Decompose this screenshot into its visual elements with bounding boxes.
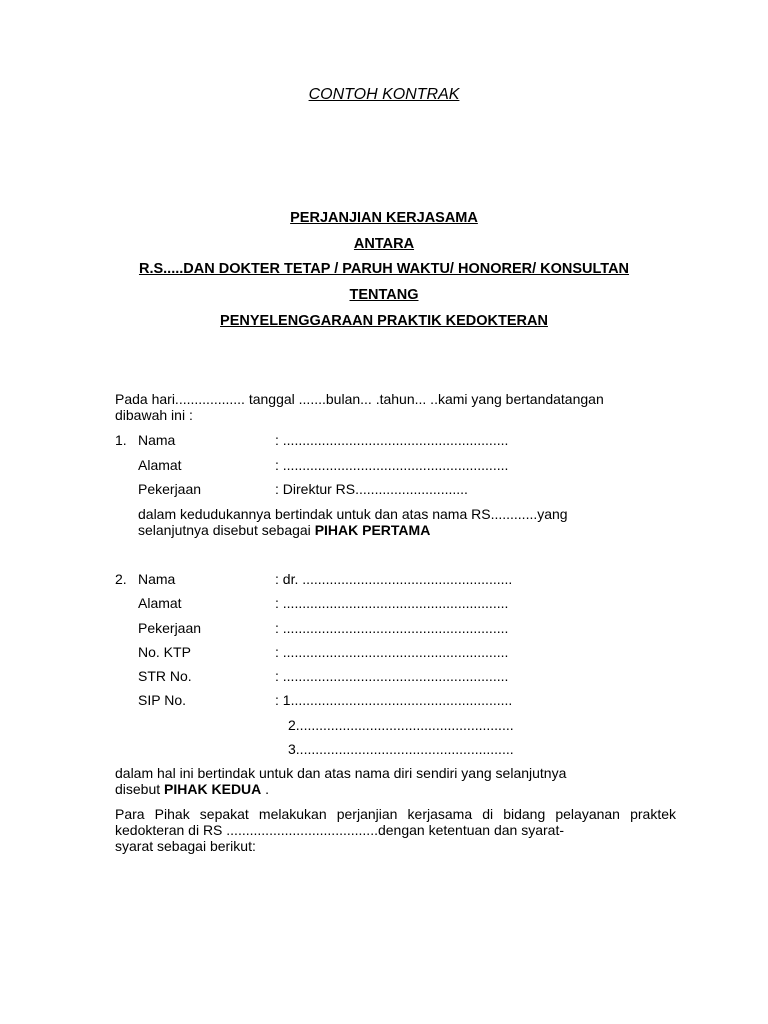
heading-agreement: PERJANJIAN KERJASAMA (290, 210, 478, 226)
heading-between: ANTARA (353, 236, 415, 252)
closing-paragraph (115, 806, 676, 854)
party2-ktp-value: : .......................................................... (275, 644, 509, 660)
intro-line-2: dibawah ini : (115, 407, 193, 423)
party2-description (115, 765, 676, 797)
closing-line-1: Para Pihak sepakat melakukan perjanjian kerjasama di bidang pelayanan (115, 806, 620, 822)
party1-address-value: : .......................................................... (275, 457, 509, 473)
party1-name-value: : .......................................................... (275, 432, 509, 448)
party2-name-label: Nama (138, 571, 176, 587)
closing-line-2: praktek kedokteran di RS .......................................dengan ketentuan dan syarat- (115, 806, 676, 838)
party1-name-label: Nama (138, 432, 176, 448)
party2-occupation-value: : .......................................................... (275, 620, 509, 636)
party2-desc-line-2: disebut (115, 781, 165, 797)
party2-sip-label: SIP No. (138, 692, 186, 708)
party1-role-label: PIHAK PERTAMA (314, 522, 431, 538)
party2-str-value: : .......................................................... (275, 668, 509, 684)
party2-sip-value-3: 3........................................................ (288, 741, 514, 757)
document-title: CONTOH KONTRAK (308, 86, 460, 103)
party2-desc-line-1: dalam hal ini bertindak untuk dan atas nama diri sendiri yang selanjutnya (115, 765, 567, 781)
party2-str-label: STR No. (138, 668, 192, 684)
party1-desc-line-2: selanjutnya disebut sebagai (138, 522, 315, 538)
party2-name-value: : dr. ...................................................... (275, 571, 513, 587)
party2-address-value: : .......................................................... (275, 595, 509, 611)
party2-number: 2. (115, 571, 127, 587)
closing-line-3: syarat sebagai berikut: (115, 838, 256, 854)
party1-number: 1. (115, 432, 127, 448)
party2-ktp-label: No. KTP (138, 644, 191, 660)
intro-paragraph (115, 391, 676, 423)
party2-role-label: PIHAK KEDUA (164, 781, 262, 797)
party1-description (138, 506, 676, 538)
party1-occupation-label: Pekerjaan (138, 481, 202, 497)
party2-desc-suffix: . (261, 781, 270, 797)
party1-desc-line-1: dalam kedudukannya bertindak untuk dan atas nama RS............yang (138, 506, 568, 522)
intro-line-1: Pada hari.................. tanggal .......bulan... .tahun... ..kami yang bertandatangan (115, 391, 604, 407)
party2-sip-value-1: : 1......................................................... (275, 692, 513, 708)
heading-parties: R.S.....DAN DOKTER TETAP / PARUH WAKTU/ HONORER/ KONSULTAN (138, 261, 630, 277)
party1-address-label: Alamat (138, 457, 182, 473)
party2-sip-value-2: 2........................................................ (288, 717, 514, 733)
party2-occupation-label: Pekerjaan (138, 620, 202, 636)
party1-occupation-value: : Direktur RS............................. (275, 481, 468, 497)
heading-subject: PENYELENGGARAAN PRAKTIK KEDOKTERAN (220, 313, 548, 329)
party2-address-label: Alamat (138, 595, 182, 611)
heading-about: TENTANG (349, 287, 419, 303)
